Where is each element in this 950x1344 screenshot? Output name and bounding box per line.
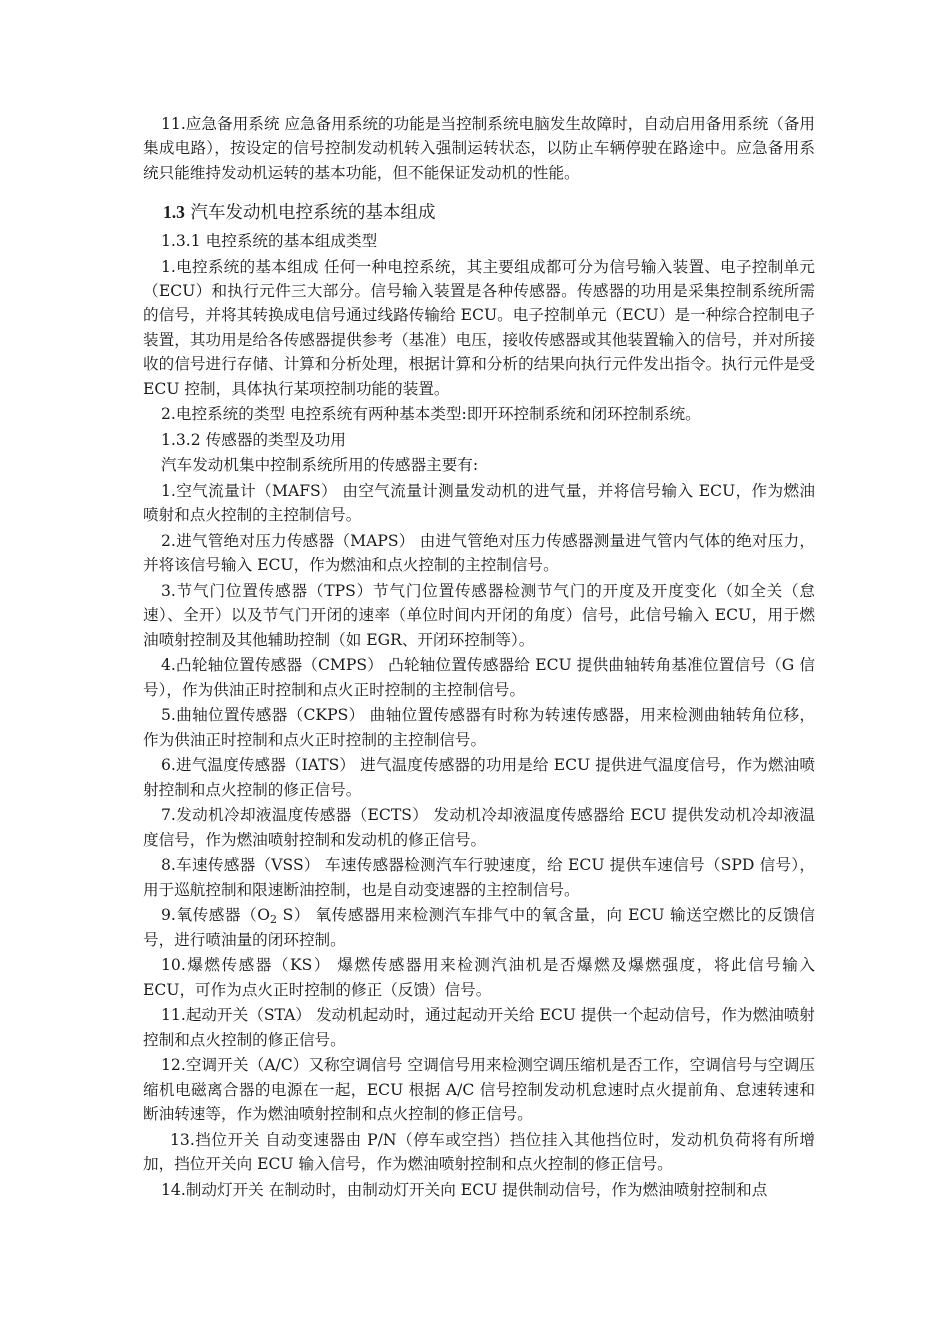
section-number: 1.3	[163, 202, 185, 223]
paragraph: 2.电控系统的类型 电控系统有两种基本类型:即开环控制系统和闭环控制系统。	[161, 405, 701, 424]
sensor-item: 14.制动灯开关 在制动时，由制动灯开关向 ECU 提供制动信号，作为燃油喷射控制和点	[161, 1180, 768, 1199]
sensor-item: 4.凸轮轴位置传感器（CMPS） 凸轮轴位置传感器给 ECU 提供曲轴转角基准位置信号（G 信号），作为供油正时控制和点火正时控制的主控制信号。	[143, 656, 815, 699]
sensor-item: 11.起动开关（STA） 发动机起动时，通过起动开关给 ECU 提供一个起动信号，作为燃油喷射控制和点火控制的修正信号。	[143, 1006, 815, 1049]
lead-paragraph: 汽车发动机集中控制系统所用的传感器主要有:	[161, 456, 479, 475]
sensor-item: 8.车速传感器（VSS） 车速传感器检测汽车行驶速度，给 ECU 提供车速信号（SPD 信号），用于巡航控制和限速断油控制，也是自动变速器的主控制信号。	[143, 856, 815, 899]
subsection-heading: 1.3.1 电控系统的基本组成类型	[161, 232, 378, 251]
item-prefix: 9.氧传感器（O	[161, 906, 271, 925]
intro-paragraph: 11.应急备用系统 应急备用系统的功能是当控制系统电脑发生故障时，自动启用备用系统（备用集成电路），按设定的信号控制发动机转入强制运转状态，以防止车辆停驶在路途中。应急备用系统只能维持发动机运转的基本功能，但不能保证发动机的性能。	[143, 115, 815, 182]
sensor-item: 12.空调开关（A/C）又称空调信号 空调信号用来检测空调压缩机是否工作，空调信号与空调压缩机电磁离合器的电源在一起，ECU 根据 A/C 信号控制发动机怠速时点火提前角、怠速转速和断油转速等，作为燃油喷射控制和点火控制的修正信号。	[143, 1056, 815, 1124]
document-page	[143, 112, 815, 1203]
section-title: 汽车发动机电控系统的基本组成	[190, 203, 436, 224]
sensor-item: 6.进气温度传感器（IATS） 进气温度传感器的功用是给 ECU 提供进气温度信号，作为燃油喷射控制和点火控制的修正信号。	[143, 756, 815, 799]
sensor-item: 2.进气管绝对压力传感器（MAPS） 由进气管绝对压力传感器测量进气管内气体的绝对压力，并将该信号输入 ECU，作为燃油和点火控制的主控制信号。	[143, 531, 815, 575]
sensor-item: 10.爆燃传感器（KS） 爆燃传感器用来检测汽油机是否爆燃及爆燃强度，将此信号输入 ECU，可作为点火正时控制的修正（反馈）信号。	[143, 956, 815, 999]
sensor-item: 7.发动机冷却液温度传感器（ECTS） 发动机冷却液温度传感器给 ECU 提供发动机冷却液温度信号，作为燃油喷射控制和发动机的修正信号。	[143, 806, 815, 849]
sensor-item-oxygen	[143, 903, 815, 952]
section-heading	[143, 200, 815, 226]
sensor-item: 13.挡位开关 自动变速器由 P/N（停车或空挡）挡位挂入其他挡位时，发动机负荷将有所增加，挡位开关向 ECU 输入信号，作为燃油喷射控制和点火控制的修正信号。	[143, 1130, 815, 1174]
item-suffix: S） 氧传感器用来检测汽车排气中的氧含量，向 ECU 输送空燃比的反馈信号，进行喷油量的闭环控制。	[143, 906, 815, 949]
subscript: 2	[270, 913, 278, 927]
sensor-item: 5.曲轴位置传感器（CKPS） 曲轴位置传感器有时称为转速传感器，用来检测曲轴转角位移，作为供油正时控制和点火正时控制的主控制信号。	[143, 706, 815, 749]
sensor-item: 1.空气流量计（MAFS） 由空气流量计测量发动机的进气量，并将信号输入 ECU，作为燃油喷射和点火控制的主控制信号。	[143, 481, 815, 525]
paragraph: 1.电控系统的基本组成 任何一种电控系统，其主要组成都可分为信号输入装置、电子控制单元（ECU）和执行元件三大部分。信号输入装置是各种传感器。传感器的功用是采集控制系统所需的信号，并将其转换成电信号通过线路传输给 ECU。电子控制单元（ECU）是一种综合控制电子装置，其功用是给各传感器提供参考（基准）电压，接收传感器或其他装置输入的信号，并对所接收的信号进行存储、计算和分析处理，根据计算和分析的结果向执行元件发出指令。执行元件是受 ECU 控制，具体执行某项控制功能的装置。	[143, 257, 815, 398]
subsection-heading: 1.3.2 传感器的类型及功用	[161, 430, 346, 449]
sensor-item: 3.节气门位置传感器（TPS）节气门位置传感器检测节气门的开度及开度变化（如全关（怠速）、全开）以及节气门开闭的速率（单位时间内开闭的角度）信号，此信号输入 ECU，用于燃油喷射控制及其他辅助控制（如 EGR、开闭环控制等）。	[143, 581, 815, 649]
